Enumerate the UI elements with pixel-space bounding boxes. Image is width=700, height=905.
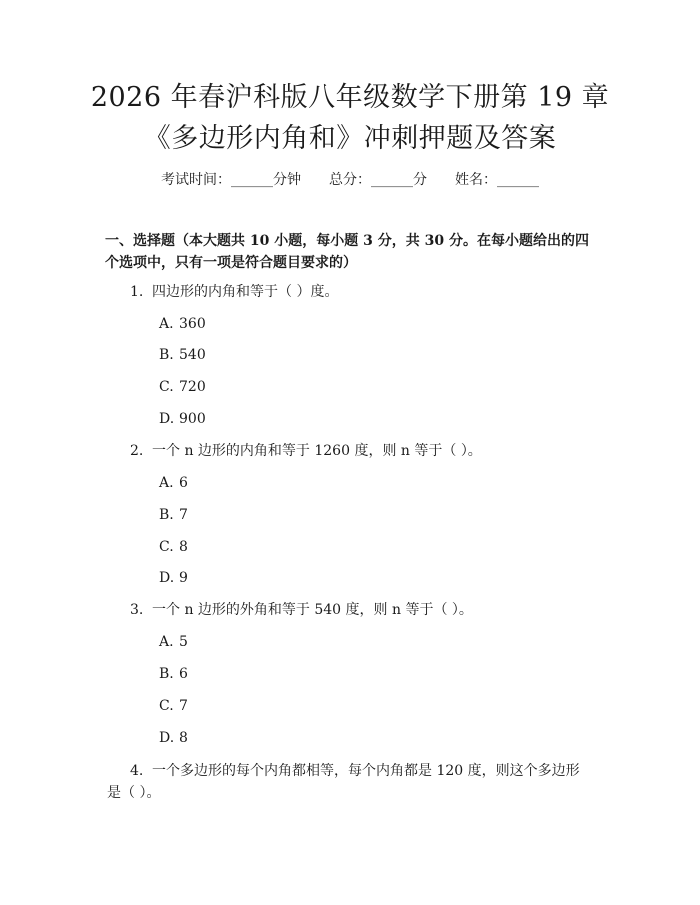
question-number: 4.: [130, 763, 144, 779]
option-letter: C.: [159, 379, 174, 395]
option-letter: A.: [159, 475, 174, 491]
option-3d: [159, 728, 188, 748]
option-2c: [159, 537, 188, 557]
question-text: 四边形的内角和等于（ ）度。: [152, 284, 339, 300]
option-text: 360: [179, 316, 206, 332]
question-number: 2.: [130, 443, 144, 459]
question-2: [130, 441, 482, 461]
option-2d: [159, 568, 188, 588]
total-score: 总分：______分: [329, 172, 427, 188]
option-3b: [159, 664, 188, 684]
option-letter: D.: [159, 730, 175, 746]
option-text: 7: [179, 507, 188, 523]
student-name: 姓名：______: [455, 172, 539, 188]
question-text: 一个多边形的每个内角都相等，每个内角都是 120 度，则这个多边形是（ ）。: [107, 763, 580, 801]
option-text: 6: [179, 666, 188, 682]
option-1d: [159, 409, 206, 429]
option-3c: [159, 696, 188, 716]
title-line-1: 2026 年春沪科版八年级数学下册第 19 章: [90, 82, 610, 113]
question-3: [130, 600, 473, 620]
option-2a: [159, 473, 188, 493]
option-text: 900: [179, 411, 206, 427]
option-letter: C.: [159, 698, 174, 714]
option-text: 5: [179, 634, 188, 650]
question-1: [130, 282, 338, 302]
option-text: 8: [179, 539, 188, 555]
question-text: 一个 n 边形的内角和等于 1260 度，则 n 等于（ ）。: [152, 443, 482, 459]
option-text: 540: [179, 347, 206, 363]
option-letter: D.: [159, 570, 175, 586]
option-text: 7: [179, 698, 188, 714]
option-1a: [159, 314, 206, 334]
exam-time: 考试时间：______分钟: [161, 172, 301, 188]
option-letter: B.: [159, 347, 174, 363]
option-text: 720: [179, 379, 206, 395]
question-text: 一个 n 边形的外角和等于 540 度，则 n 等于（ ）。: [152, 602, 473, 618]
option-3a: [159, 632, 188, 652]
option-letter: A.: [159, 634, 174, 650]
option-1c: [159, 377, 206, 397]
option-letter: B.: [159, 666, 174, 682]
exam-info: [0, 169, 700, 189]
option-letter: C.: [159, 539, 174, 555]
question-4: [107, 760, 587, 804]
option-letter: D.: [159, 411, 175, 427]
option-text: 8: [179, 730, 188, 746]
option-text: 6: [179, 475, 188, 491]
option-letter: A.: [159, 316, 174, 332]
option-2b: [159, 505, 188, 525]
question-number: 1.: [130, 284, 144, 300]
option-text: 9: [179, 570, 188, 586]
question-number: 3.: [130, 602, 144, 618]
option-1b: [159, 345, 206, 365]
title-line-2: 《多边形内角和》冲刺押题及答案: [143, 123, 557, 154]
option-letter: B.: [159, 507, 174, 523]
section-heading: 一、选择题（本大题共 10 小题，每小题 3 分，共 30 分。在每小题给出的四个选项中，只有一项是符合题目要求的）: [105, 233, 589, 271]
